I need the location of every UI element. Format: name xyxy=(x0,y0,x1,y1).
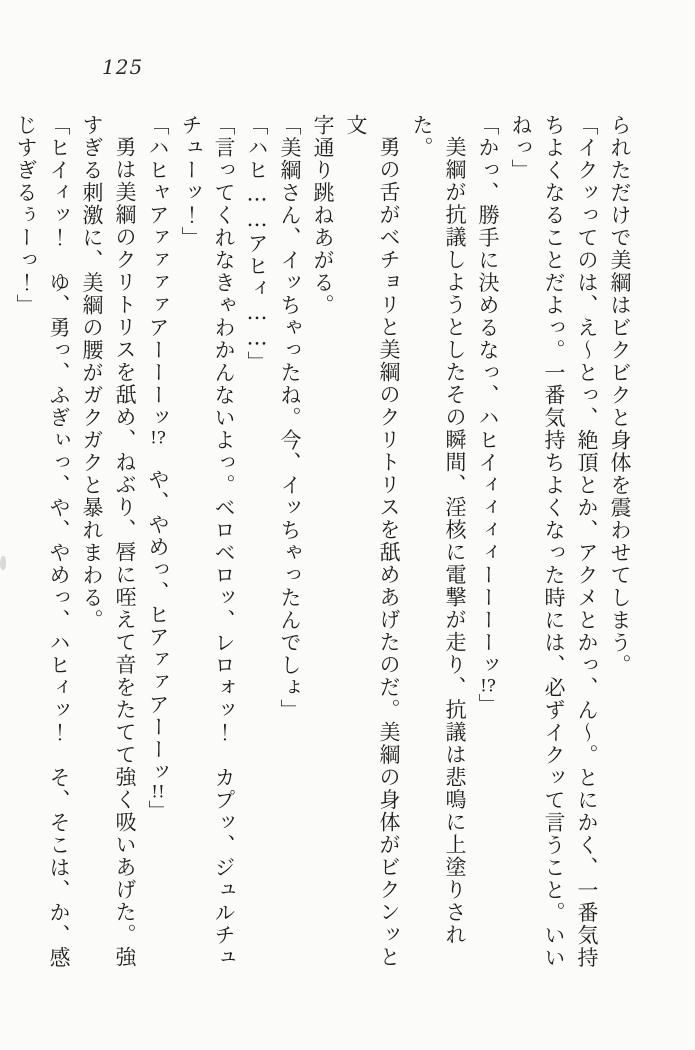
text-line: られただけで美綱はビクビクと身体を震わせてしまう。 xyxy=(608,114,632,677)
text-line: 「ハヒャアァァァァアーーーッ!? や、やめっ、ヒアァァアーーッ!!」 xyxy=(146,114,170,823)
text-line: 「かっ、勝手に決めるなっ、ハヒイィィィィーーーーッ!?」 xyxy=(476,114,500,716)
text-line: じすぎるぅーっ！」 xyxy=(14,114,38,317)
text-line: 字通り跳ねあがる。 xyxy=(311,114,335,317)
text-line: ねっ」 xyxy=(509,114,533,182)
text-line: 「イクッってのは、え〜とっ、絶頂とか、アクメとかっ、ん〜。とにかく、一番気持 xyxy=(575,114,599,969)
print-artifact xyxy=(0,556,6,570)
text-line: チューッ！」 xyxy=(179,114,203,249)
text-line: 「美綱さん、イッちゃったね。今、イッちゃったんでしょ」 xyxy=(278,114,302,722)
tate-chu-yoko-punct: !? xyxy=(150,429,166,446)
text-line: すぎる刺激に、美綱の腰がガクガクと暴れまわる。 xyxy=(80,114,104,632)
text-line: 「ハヒ……アヒィ……」 xyxy=(245,114,269,374)
text-line: 勇の舌がベチョリと美綱のクリトリスを舐めあげたのだ。美綱の身体がビクンッと文 xyxy=(344,114,401,969)
tate-chu-yoko-punct: !? xyxy=(480,676,496,694)
text-line: ちよくなることだよっ。一番気持ちよくなった時には、必ずイクッて言うこと。いい xyxy=(542,114,566,969)
text-line: 「言ってくれなきゃわかんないよっ。ベロベロッ、レロォッ！ カプッ、ジュルチュ xyxy=(212,114,236,969)
text-line: 美綱が抗議しようとしたその瞬間、淫核に電撃が走り、抗議は悲鳴に上塗りされた。 xyxy=(410,114,467,946)
text-block xyxy=(9,114,636,980)
tate-chu-yoko-punct: !! xyxy=(151,783,165,801)
text-line: 「ヒイィッ！ ゆ、勇っ、ふぎぃっ、や、やめっ、ハヒィッ！ そ、そこは、か、感 xyxy=(47,114,71,969)
text-line: 勇は美綱のクリトリスを舐め、ねぶり、唇に咥えて音をたてて強く吸いあげた。強 xyxy=(113,136,137,969)
page-number: 125 xyxy=(102,55,144,79)
